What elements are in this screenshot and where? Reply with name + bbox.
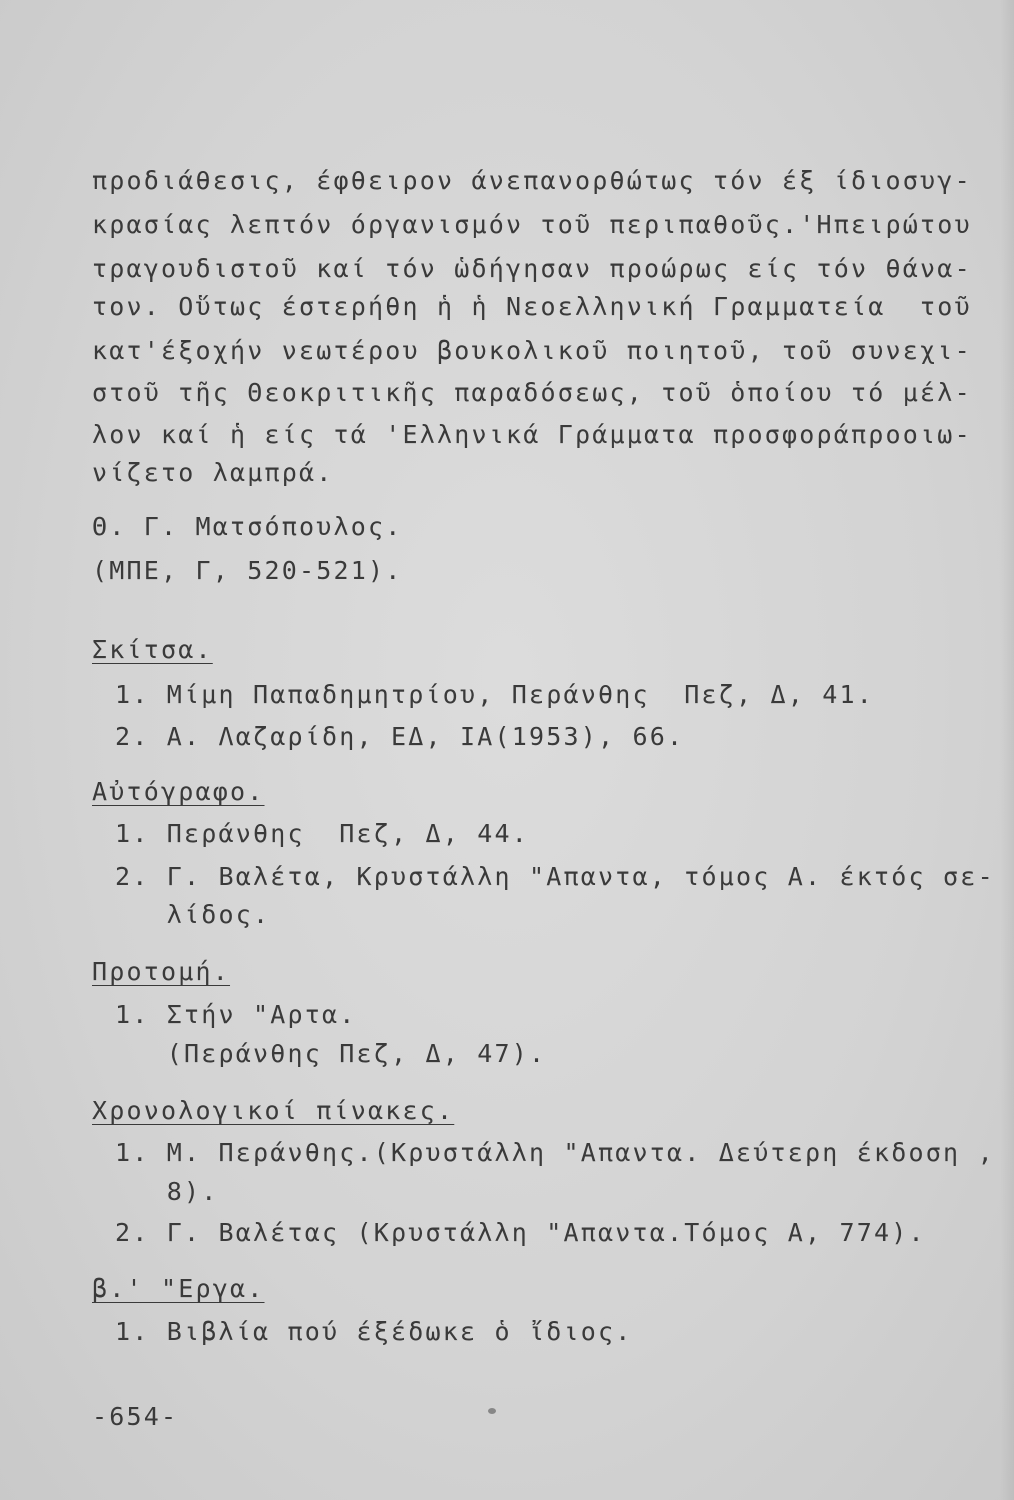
paragraph-line: στοῦ τῆς Θεοκριτικῆς παραδόσεως, τοῦ ὁποίου τό μέλ- [92,378,972,407]
autograph-item: 2. Γ. Βαλέτα, Κρυστάλλη "Απαντα, τόμος Α. έκτός σε- [115,862,995,891]
chronology-item: 1. Μ. Περάνθης.(Κρυστάλλη "Απαντα. Δεύτερη έκδοση , [115,1138,995,1167]
signature-source: (ΜΠΕ, Γ, 520-521). [92,556,403,585]
sketch-item: 1. Μίμη Παπαδημητρίου, Περάνθης Πεζ, Δ, 41. [115,680,875,709]
page-number: -654- [92,1402,179,1431]
sketches-heading: Σκίτσα. [92,635,213,664]
works-heading: β.' "Εργα. [92,1274,265,1303]
bust-heading: Προτομή. [92,957,231,986]
paragraph-line: λον καί ἡ είς τά 'Ελληνικά Γράμματα προσφοράπροοιω- [92,420,972,449]
paragraph-line: προδιάθεσις, έφθειρον άνεπανορθώτως τόν έξ ίδιοσυγ- [92,166,972,195]
paragraph-line: νίζετο λαμπρά. [92,458,334,487]
paragraph-line: τον. Οὕτως έστερήθη ἡ ἡ Νεοελληνική Γραμματεία τοῦ [92,292,972,321]
autograph-item: 1. Περάνθης Πεζ, Δ, 44. [115,819,530,848]
autograph-heading: Αὐτόγραφο. [92,777,265,806]
signature-author: Θ. Γ. Ματσόπουλος. [92,512,403,541]
paragraph-line: κρασίας λεπτόν όργανισμόν τοῦ περιπαθοῦς.'Ηπειρώτου [92,210,972,239]
ink-speck [488,1408,496,1414]
page-edge-shadow [1000,0,1014,1500]
bust-item: (Περάνθης Πεζ, Δ, 47). [115,1039,547,1068]
chronology-item: 2. Γ. Βαλέτας (Κρυστάλλη "Απαντα.Τόμος Α, 774). [115,1218,926,1247]
chronology-item: 8). [115,1177,219,1206]
paragraph-line: τραγουδιστοῦ καί τόν ὡδήγησαν προώρως είς τόν θάνα- [92,254,972,283]
autograph-item: λίδος. [115,900,271,929]
works-item: 1. Βιβλία πού έξέδωκε ὁ ἴδιος. [115,1317,633,1346]
bust-item: 1. Στήν "Αρτα. [115,1000,357,1029]
chronology-heading: Χρονολογικοί πίνακες. [92,1096,455,1125]
sketch-item: 2. Α. Λαζαρίδη, ΕΔ, ΙΑ(1953), 66. [115,722,685,751]
paragraph-line: κατ'έξοχήν νεωτέρου βουκολικοῦ ποιητοῦ, τοῦ συνεχι- [92,336,972,365]
